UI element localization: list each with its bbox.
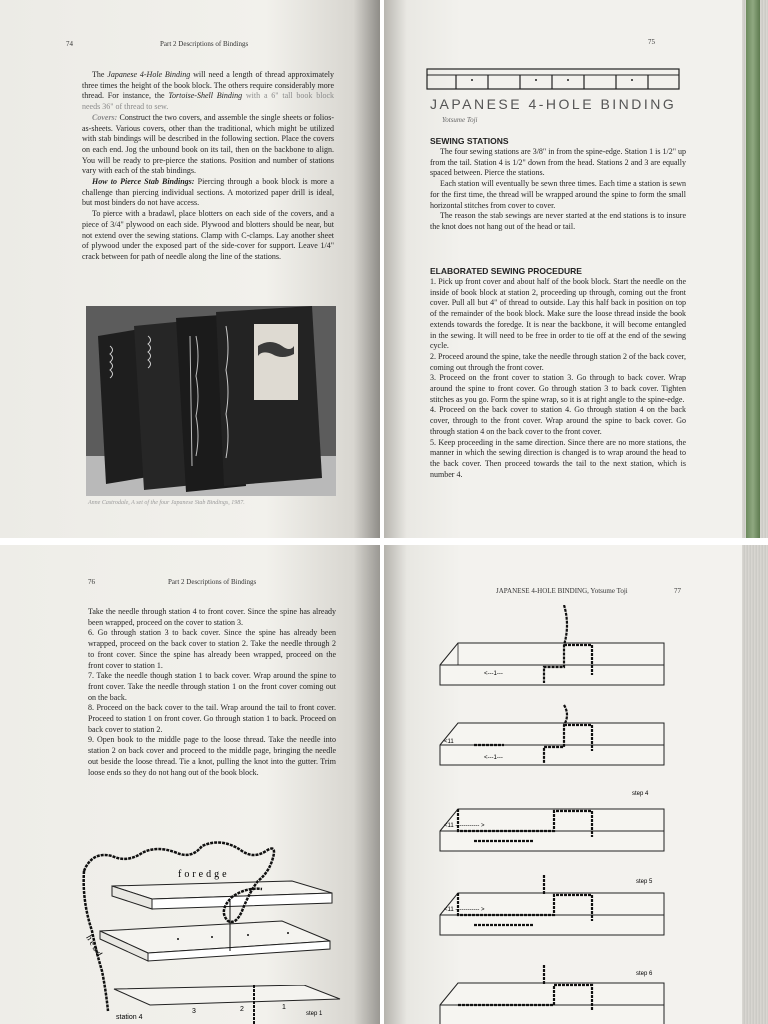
binding-title: JAPANESE 4-HOLE BINDING: [430, 96, 677, 112]
procedure-step: 4. Proceed on the back cover to station 4. Go through station 4 on the back cover, through to the front cover. Wrap around the spine to back cover. Go through station 4 on the back cover to the front cover.: [430, 405, 686, 436]
page-76-text: [88, 607, 336, 778]
procedure-step: 9. Open book to the middle page to the loose thread. Take the needle into station 2 on back cover and proceed to the middle page, bringing the needle out beside the loose thread. Tie a knot, pulling the knot into the gutter. Trim loose ends so they do not hang out of the book block.: [88, 735, 336, 777]
procedure-step: 1. Pick up front cover and about half of the book block. Start the needle on the inside of book block at station 2, proceeding up through, coming out the front cover. Pull all but 4" of thread to outside. Lay this half back in position on top of the remainder of the book block. Make sure the loose thread inside the book extends towards the foredge. It is near the backbone, it will become entangled in the sewing. It will need to be free in order to tie off at the end of the sewing cycle.: [430, 277, 686, 351]
procedure-text: [430, 277, 686, 480]
page-number: 75: [648, 38, 655, 46]
text-run: with a 6" tall book block needs 36" of thread to sew.: [82, 91, 334, 112]
procedure-step: 8. Proceed on the back cover to the tail. Wrap around the tail to front cover. Proceed to station 1 on front cover. Go through station 1 to back. Proceed on back cover to station 2.: [88, 703, 336, 734]
photo-caption: Anne Castrodale, A set of the four Japanese Stab Bindings, 1987.: [88, 500, 245, 506]
covers-text: Construct the two covers, and assemble the single sheets or folios-as-sheets. Various covers, other than the traditional, which might be utilized with stab bindings will be described in the following section. Place the covers on each end. Jog the unbound book on its tail, then on the backbone to align. You will be ready to pre-pierce the stations. Position and number of stations vary with each of the stab bindings.: [82, 112, 334, 176]
steps-3-to-6-diagram: [414, 605, 684, 1024]
station-1-label: 1: [282, 1004, 286, 1011]
page-number: 76: [88, 578, 95, 586]
procedure-step: 2. Proceed around the spine, take the needle through station 2 of the back cover, coming out through the front cover.: [430, 351, 686, 372]
text-run: will need a length of thread approximately three times the height of the book block. The others require considerably more thread. For instance, the: [82, 70, 335, 101]
step-7-figure-partial: [440, 965, 664, 1024]
step-6-label: step 6: [636, 971, 653, 977]
page-76: [0, 545, 380, 1024]
step-2-diagram-partial: [104, 985, 344, 1024]
svg-text:<---1---: <---1---: [484, 671, 503, 677]
procedure-step: Take the needle through station 4 to front cover. Since the spine has already been wrapped, proceed on the cover to station 3.: [88, 607, 336, 627]
binding-subtitle: Yotsume Toji: [442, 116, 478, 124]
paragraph: Each station will eventually be sewn three times. Each time a station is sewn for the first time, the thread will be wrapped around the spine to form the small horizontal stitches from cover to cover.: [430, 179, 686, 210]
book-photo: [86, 306, 336, 496]
station-2-label: 2: [240, 1006, 244, 1013]
page-edges: [742, 0, 768, 538]
svg-text:<11 ------------ >: <11 ------------ >: [444, 823, 485, 829]
sewing-stations-text: [430, 147, 686, 233]
text-run: The: [92, 70, 108, 79]
station-3-label: 3: [192, 1008, 196, 1015]
step-3-figure: [440, 605, 664, 737]
station-4-label: station 4: [116, 1014, 143, 1021]
page-number: 74: [66, 40, 73, 48]
svg-text:<11: <11: [444, 739, 454, 745]
page-74-text: [82, 70, 334, 263]
head-label: head: [84, 933, 106, 960]
page-number: 77: [674, 587, 681, 595]
sewing-stations-heading: SEWING STATIONS: [430, 136, 509, 146]
step-6-figure: [440, 875, 664, 977]
page-edges: [742, 545, 768, 1024]
running-head: JAPANESE 4-HOLE BINDING, Yotsume Toji: [496, 587, 628, 595]
binding-name: Japanese 4-Hole Binding: [107, 70, 191, 79]
procedure-step: 7. Take the needle though station 1 to back cover. Wrap around the spine to front cover. Take the needle through station 1 on the front cover coming out on the back.: [88, 671, 336, 702]
foredge-label: foredge: [178, 869, 230, 880]
paragraph: The four sewing stations are 3/8" in from the spine-edge. Station 1 is 1/2" up from the tail. Station 4 is 1/2" down from the head. Stations 2 and 3 are equally spaced between. Pierce the stations.: [430, 147, 686, 178]
procedure-step: 3. Proceed on the front cover to station 3. Go through to back cover. Wrap around the spine to front cover. Go through station 3 to back cover. Tighten stitches as you go. Form the spine wrap, so it is at right angle to the spine-edge.: [430, 373, 686, 404]
procedure-step: 5. Keep proceeding in the same direction. Since there are no more stations, the manner in which the sewing direction is changed is to wrap around the head to the back cover. Then proceed towards the tail to the next station, which is number 4.: [430, 437, 686, 479]
step-4-figure: [440, 705, 664, 797]
step-4-label: step 4: [632, 791, 649, 797]
pierce-paragraph: To pierce with a bradawl, place blotters on each side of the covers, and a piece of 3/4" plywood on each side. Plywood and blotters should be near, but not extend over the sewing stations. Clamp with C-clamps. Lay another sheet of plywood under the exposed part of the side-cover for support. Leave 1/4" crack between for path of needle along the line of the stations.: [82, 209, 334, 261]
stab-bindings-photo: [86, 306, 336, 496]
procedure-heading: ELABORATED SEWING PROCEDURE: [430, 266, 582, 276]
pierce-label: How to Pierce Stab Bindings:: [92, 177, 195, 187]
binding-name: Tortoise-Shell Binding: [168, 91, 243, 101]
step-5-label: step 5: [636, 879, 653, 885]
step-5-figure: [440, 809, 664, 885]
covers-label: Covers:: [92, 112, 118, 122]
pierce-text: Piercing through a book block is more a challenge than piercing individual sections. A motorized paper drill is ideal, but most binders do not have access.: [82, 177, 334, 208]
procedure-step: 6. Go through station 3 to back cover. Since the spine has already been wrapped, proceed on the back cover to station 2. Take the needle through 2 to front cover. Since the spine has already been wrapped, proceed on the front cover to station 1.: [88, 628, 336, 670]
step-1-label: step 1: [306, 1011, 323, 1017]
svg-text:<---1---: <---1---: [484, 755, 503, 761]
paragraph: The reason the stab sewings are never started at the end stations is to insure the knot does not hang out of the head or tail.: [430, 211, 686, 231]
page-77: [384, 545, 768, 1024]
running-head: Part 2 Descriptions of Bindings: [168, 578, 257, 586]
page-75: [384, 0, 768, 538]
svg-text:<11 ------------ >: <11 ------------ >: [444, 907, 485, 913]
running-head: Part 2 Descriptions of Bindings: [160, 40, 249, 48]
stations-strip-icon: [426, 68, 680, 90]
page-74: [0, 0, 380, 538]
